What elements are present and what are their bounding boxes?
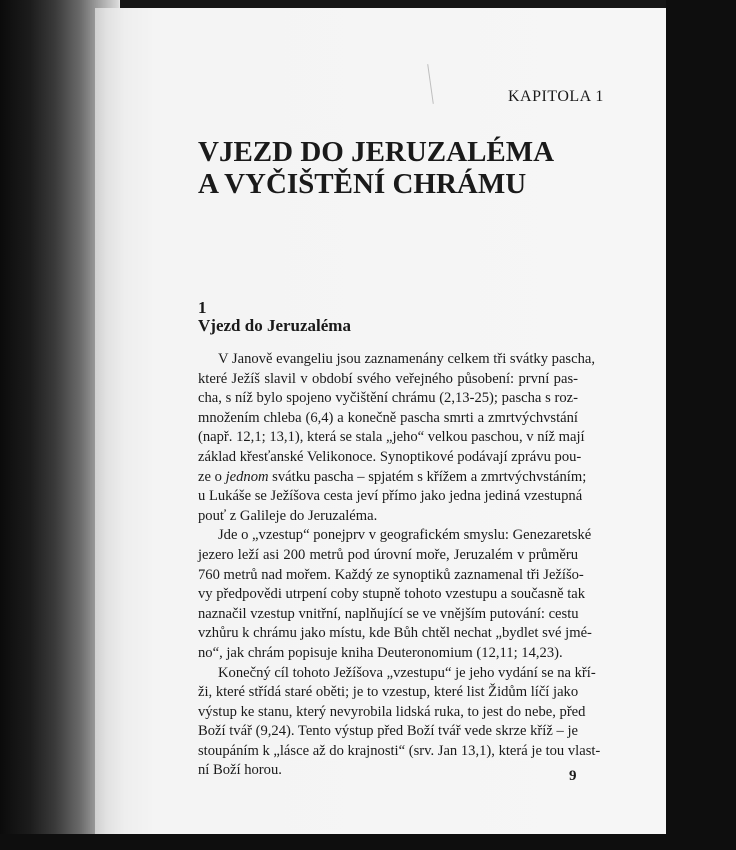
scan-background-right <box>666 0 736 850</box>
section-number: 1 <box>198 298 207 317</box>
chapter-label: KAPITOLA 1 <box>508 88 604 105</box>
text-run: svátku pascha – spjatém s křížem a zmrtvýchvstáním; <box>268 468 587 485</box>
chapter-title-line-2: A VYČIŠTĚNÍ CHRÁMU <box>198 168 527 200</box>
text-line: množením chleba (6,4) a konečně pascha smrti a zmrtvýchvstání <box>198 409 578 426</box>
text-line: pouť z Galileje do Jeruzaléma. <box>198 507 378 524</box>
text-line: Boží tvář (9,24). Tento výstup před Boží tvář vede skrze kříž – je <box>198 723 578 740</box>
text-line <box>198 468 587 488</box>
text-line: ži, které střídá staré oběti; je to vzestup, které list Židům líčí jako <box>198 684 579 701</box>
chapter-title-line-1: VJEZD DO JERUZALÉMA <box>198 136 555 168</box>
text-line: cha, s níž bylo spojeno vyčištění chrámu (2,13-25); pascha s roz- <box>198 390 578 407</box>
text-line: V Janově evangeliu jsou zaznamenány celkem tři svátky pascha, <box>218 351 596 367</box>
text-line: vzhůru k chrámu jako místu, kde Bůh chtěl nechat „bydlet své jmé- <box>198 625 592 642</box>
text-line: no“, jak chrám popisuje kniha Deuteronomium (12,11; 14,23). <box>198 644 563 661</box>
text-line: výstup ke stanu, který nevyrobila lidská ruka, to jest do nebe, před <box>198 703 586 720</box>
chapter-title <box>198 136 554 200</box>
text-line: naznačil vzestup vnitřní, naplňující se ve vnějším putování: cestu <box>198 605 579 622</box>
scan-background-bottom <box>0 834 736 850</box>
text-run: ze o <box>198 468 226 485</box>
text-line: ní Boží horou. <box>198 762 282 779</box>
emphasized-word: jednom <box>225 468 269 485</box>
text-line: základ křesťanské Velikonoce. Synoptikové podávají zprávu pou- <box>198 448 582 465</box>
text-line: které Ježíš slavil v období svého veřejného působení: první pas- <box>198 370 578 387</box>
text-line: Konečný cíl tohoto Ježíšova „vzestupu“ je jeho vydání se na kří- <box>218 664 596 681</box>
text-line: 760 metrů nad mořem. Každý ze synoptiků zaznamenal tři Ježíšo- <box>198 566 584 583</box>
body-text <box>198 350 601 781</box>
section-heading: Vjezd do Jeruzaléma <box>198 316 351 335</box>
text-line: (např. 12,1; 13,1), která se stala „jeho“ velkou paschou, v níž mají <box>198 429 585 446</box>
text-line: Jde o „vzestup“ ponejprv v geografickém smyslu: Genezaretské <box>218 527 592 544</box>
page-number: 9 <box>569 768 577 784</box>
text-line: u Lukáše se Ježíšova cesta jeví přímo jako jedna jediná vzestupná <box>198 488 583 505</box>
text-line: stoupáním k „lásce až do krajnosti“ (srv. Jan 13,1), která je tou vlast- <box>198 742 601 759</box>
text-line: vy předpovědi utrpení coby stupně tohoto vzestupu a současně tak <box>198 586 586 603</box>
text-line: jezero leží asi 200 metrů pod úrovní moře, Jeruzalém v průměru <box>198 546 578 563</box>
